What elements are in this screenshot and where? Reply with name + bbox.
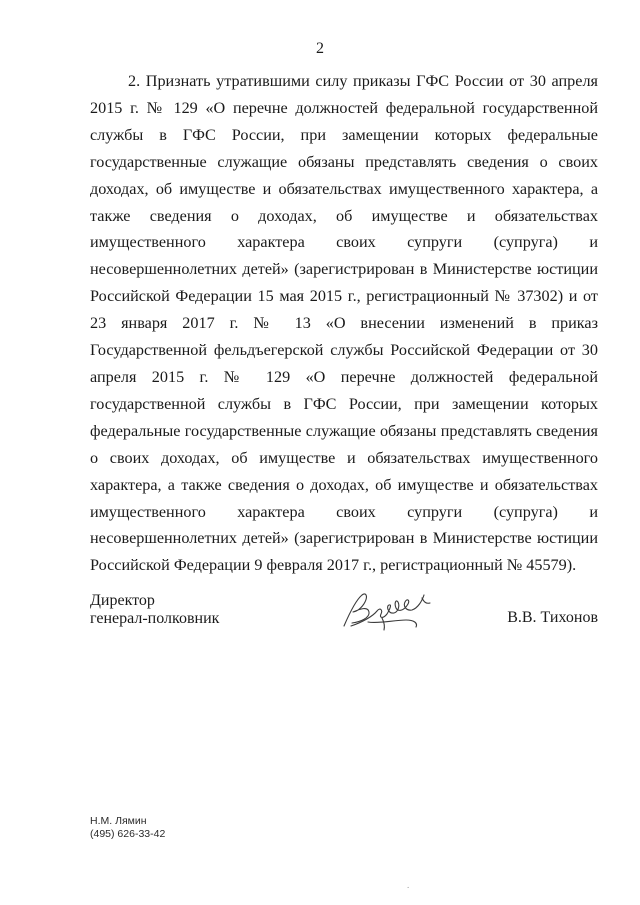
signatory-rank: генерал-полковник xyxy=(90,610,220,627)
signature-block xyxy=(90,592,598,642)
signatory-title: Директор xyxy=(90,592,155,609)
signature-stroke xyxy=(368,620,417,627)
executor-info xyxy=(90,815,165,841)
executor-phone: (495) 626-33-42 xyxy=(90,828,166,840)
handwritten-signature xyxy=(338,586,448,636)
page-number: 2 xyxy=(316,40,324,57)
signature-stroke xyxy=(422,598,430,603)
executor-name: Н.М. Лямин xyxy=(90,815,147,827)
scan-edge-mark: . xyxy=(407,880,410,890)
signature-stroke xyxy=(382,618,384,630)
order-paragraph-2: 2. Признать утратившими силу приказы ГФС России от 30 апреля 2015 г. № 129 «О перечне должностей федеральной государственной службы в ГФС России, при замещении которых федеральные государственные служащие обязаны представлять сведения о своих доходах, об имуществе и обязательствах имущественного характера, а также сведения о доходах, об имуществе и обязательствах имущественного характера своих супруги (супруга) и несовершеннолетних детей» (зарегистрирован в Министерстве юстиции Российской Федерации 15 мая 2015 г., регистрационный № 37302) и от 23 января 2017 г. № 13 «О внесении изменений в приказ Государственной фельдъегерской службы Российской Федерации от 30 апреля 2015 г. № 129 «О перечне должностей федеральной государственной службы в ГФС России, при замещении которых федеральные государственные служащие обязаны представлять сведения о своих доходах, об имуществе и обязательствах имущественного характера, а также сведения о доходах, об имуществе и обязательствах имущественного характера своих супруги (супруга) и несовершеннолетних детей» (зарегистрирован в Министерстве юстиции Российской Федерации 9 февраля 2017 г., регистрационный № 45579). xyxy=(90,72,598,575)
signatory-position xyxy=(90,592,219,628)
signature-stroke xyxy=(344,594,369,626)
signatory-name: В.В. Тихонов xyxy=(507,609,598,626)
